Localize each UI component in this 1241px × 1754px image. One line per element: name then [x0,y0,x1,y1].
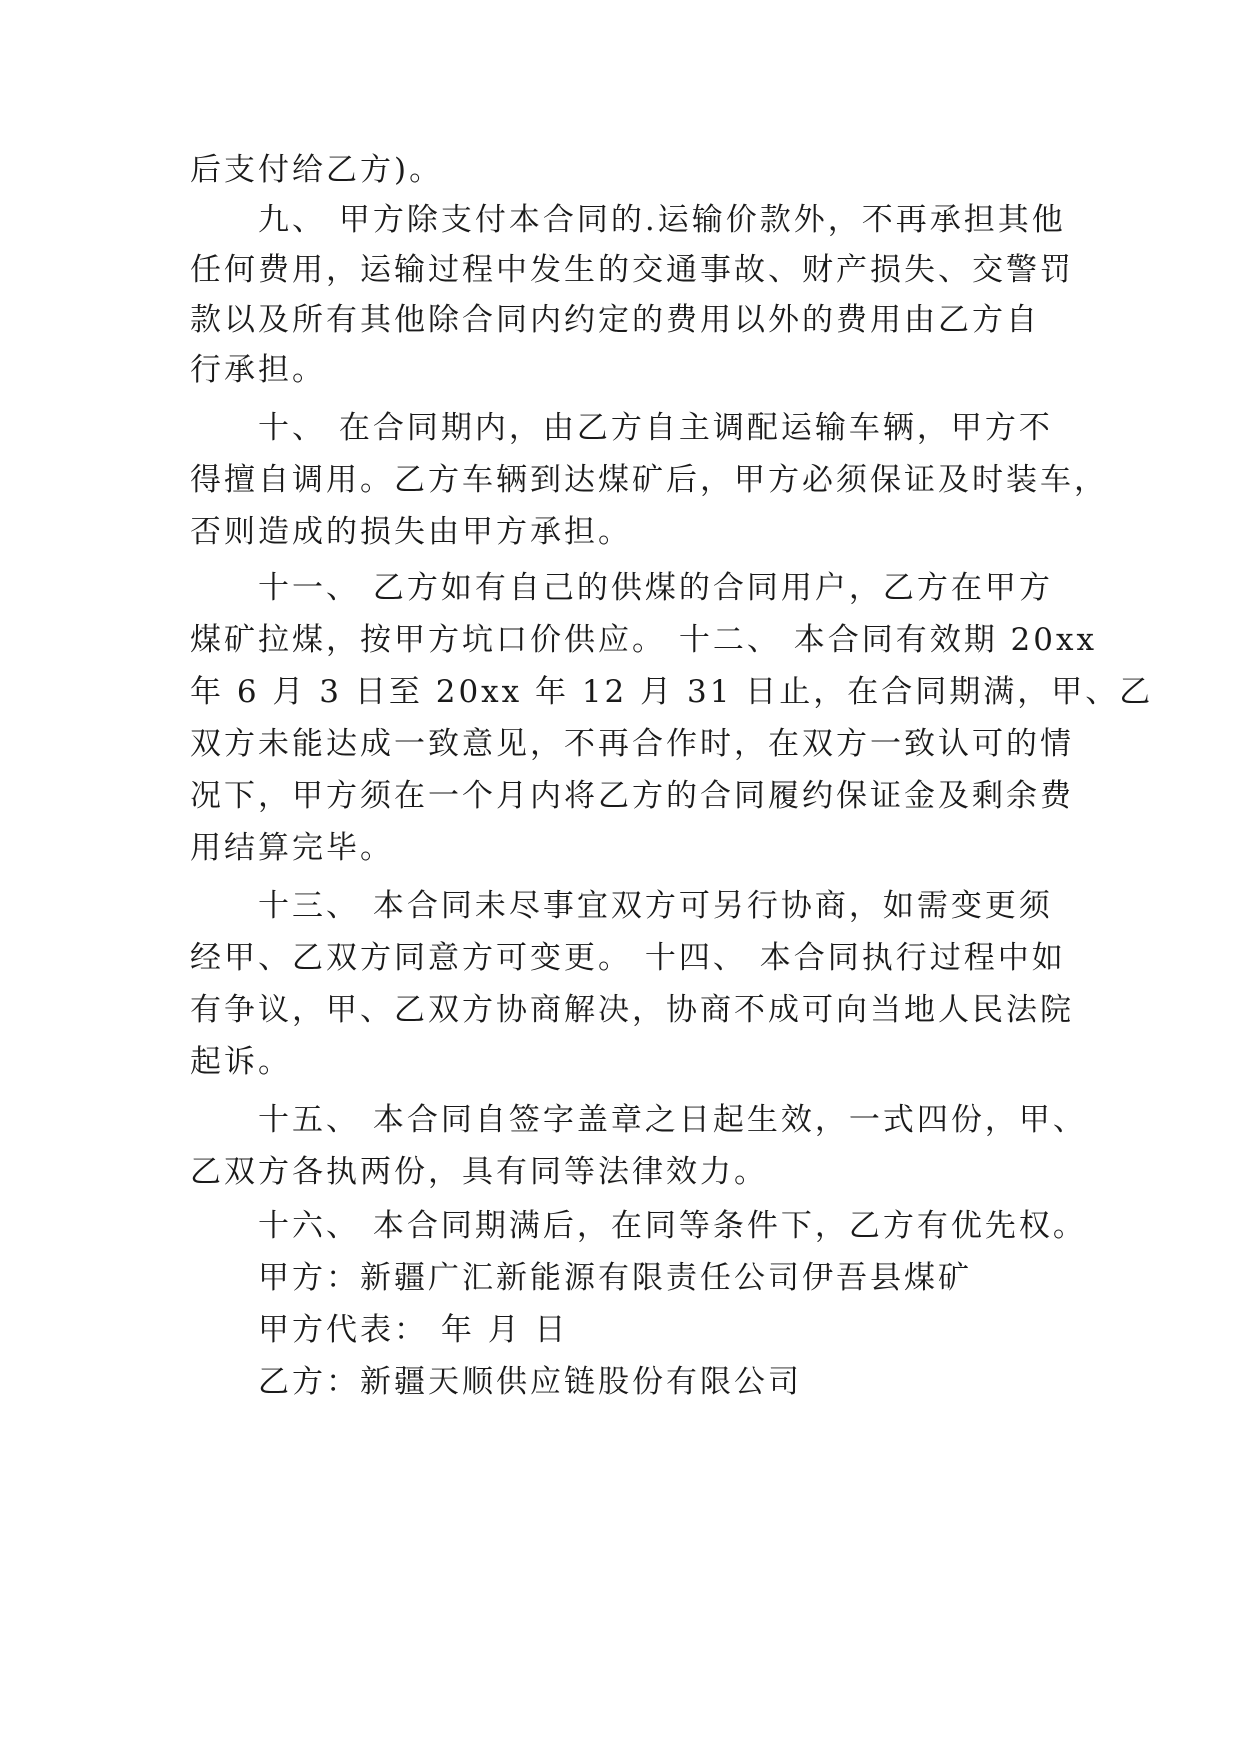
text-line: 经甲、乙双方同意方可变更。 十四、 本合同执行过程中如 [190,940,1066,976]
text-line: 行承担。 [190,352,326,388]
text-line: 况下，甲方须在一个月内将乙方的合同履约保证金及剩余费 [190,778,1074,814]
text-line: 任何费用，运输过程中发生的交通事故、财产损失、交警罚 [190,252,1074,288]
clause-15: 十五、 本合同自签字盖章之日起生效，一式四份，甲、 [258,1102,1087,1138]
text-line: 有争议，甲、乙双方协商解决，协商不成可向当地人民法院 [190,992,1074,1028]
party-a-representative-date: 甲方代表： 年 月 日 [258,1312,569,1348]
text-line: 用结算完毕。 [190,830,394,866]
clause-16: 十六、 本合同期满后，在同等条件下，乙方有优先权。 [258,1208,1087,1244]
text-line: 煤矿拉煤，按甲方坑口价供应。 十二、 本合同有效期 20xx [190,622,1097,658]
text-line: 起诉。 [190,1044,292,1080]
text-line: 乙双方各执两份，具有同等法律效力。 [190,1154,768,1190]
clause-9: 九、 甲方除支付本合同的.运输价款外，不再承担其他 [258,202,1066,238]
party-b: 乙方：新疆天顺供应链股份有限公司 [258,1364,802,1400]
text-line: 年 6 月 3 日至 20xx 年 12 月 31 日止，在合同期满，甲、乙 [190,674,1154,710]
party-a: 甲方：新疆广汇新能源有限责任公司伊吾县煤矿 [258,1260,972,1296]
text-line: 否则造成的损失由甲方承担。 [190,514,632,550]
text-line: 得擅自调用。乙方车辆到达煤矿后，甲方必须保证及时装车， [190,462,1108,498]
text-line: 后支付给乙方)。 [190,152,444,188]
clause-11: 十一、 乙方如有自己的供煤的合同用户，乙方在甲方 [258,570,1053,606]
clause-10: 十、 在合同期内，由乙方自主调配运输车辆，甲方不 [258,410,1053,446]
text-line: 款以及所有其他除合同内约定的费用以外的费用由乙方自 [190,302,1040,338]
text-line: 双方未能达成一致意见，不再合作时，在双方一致认可的情 [190,726,1074,762]
clause-13: 十三、 本合同未尽事宜双方可另行协商，如需变更须 [258,888,1053,924]
